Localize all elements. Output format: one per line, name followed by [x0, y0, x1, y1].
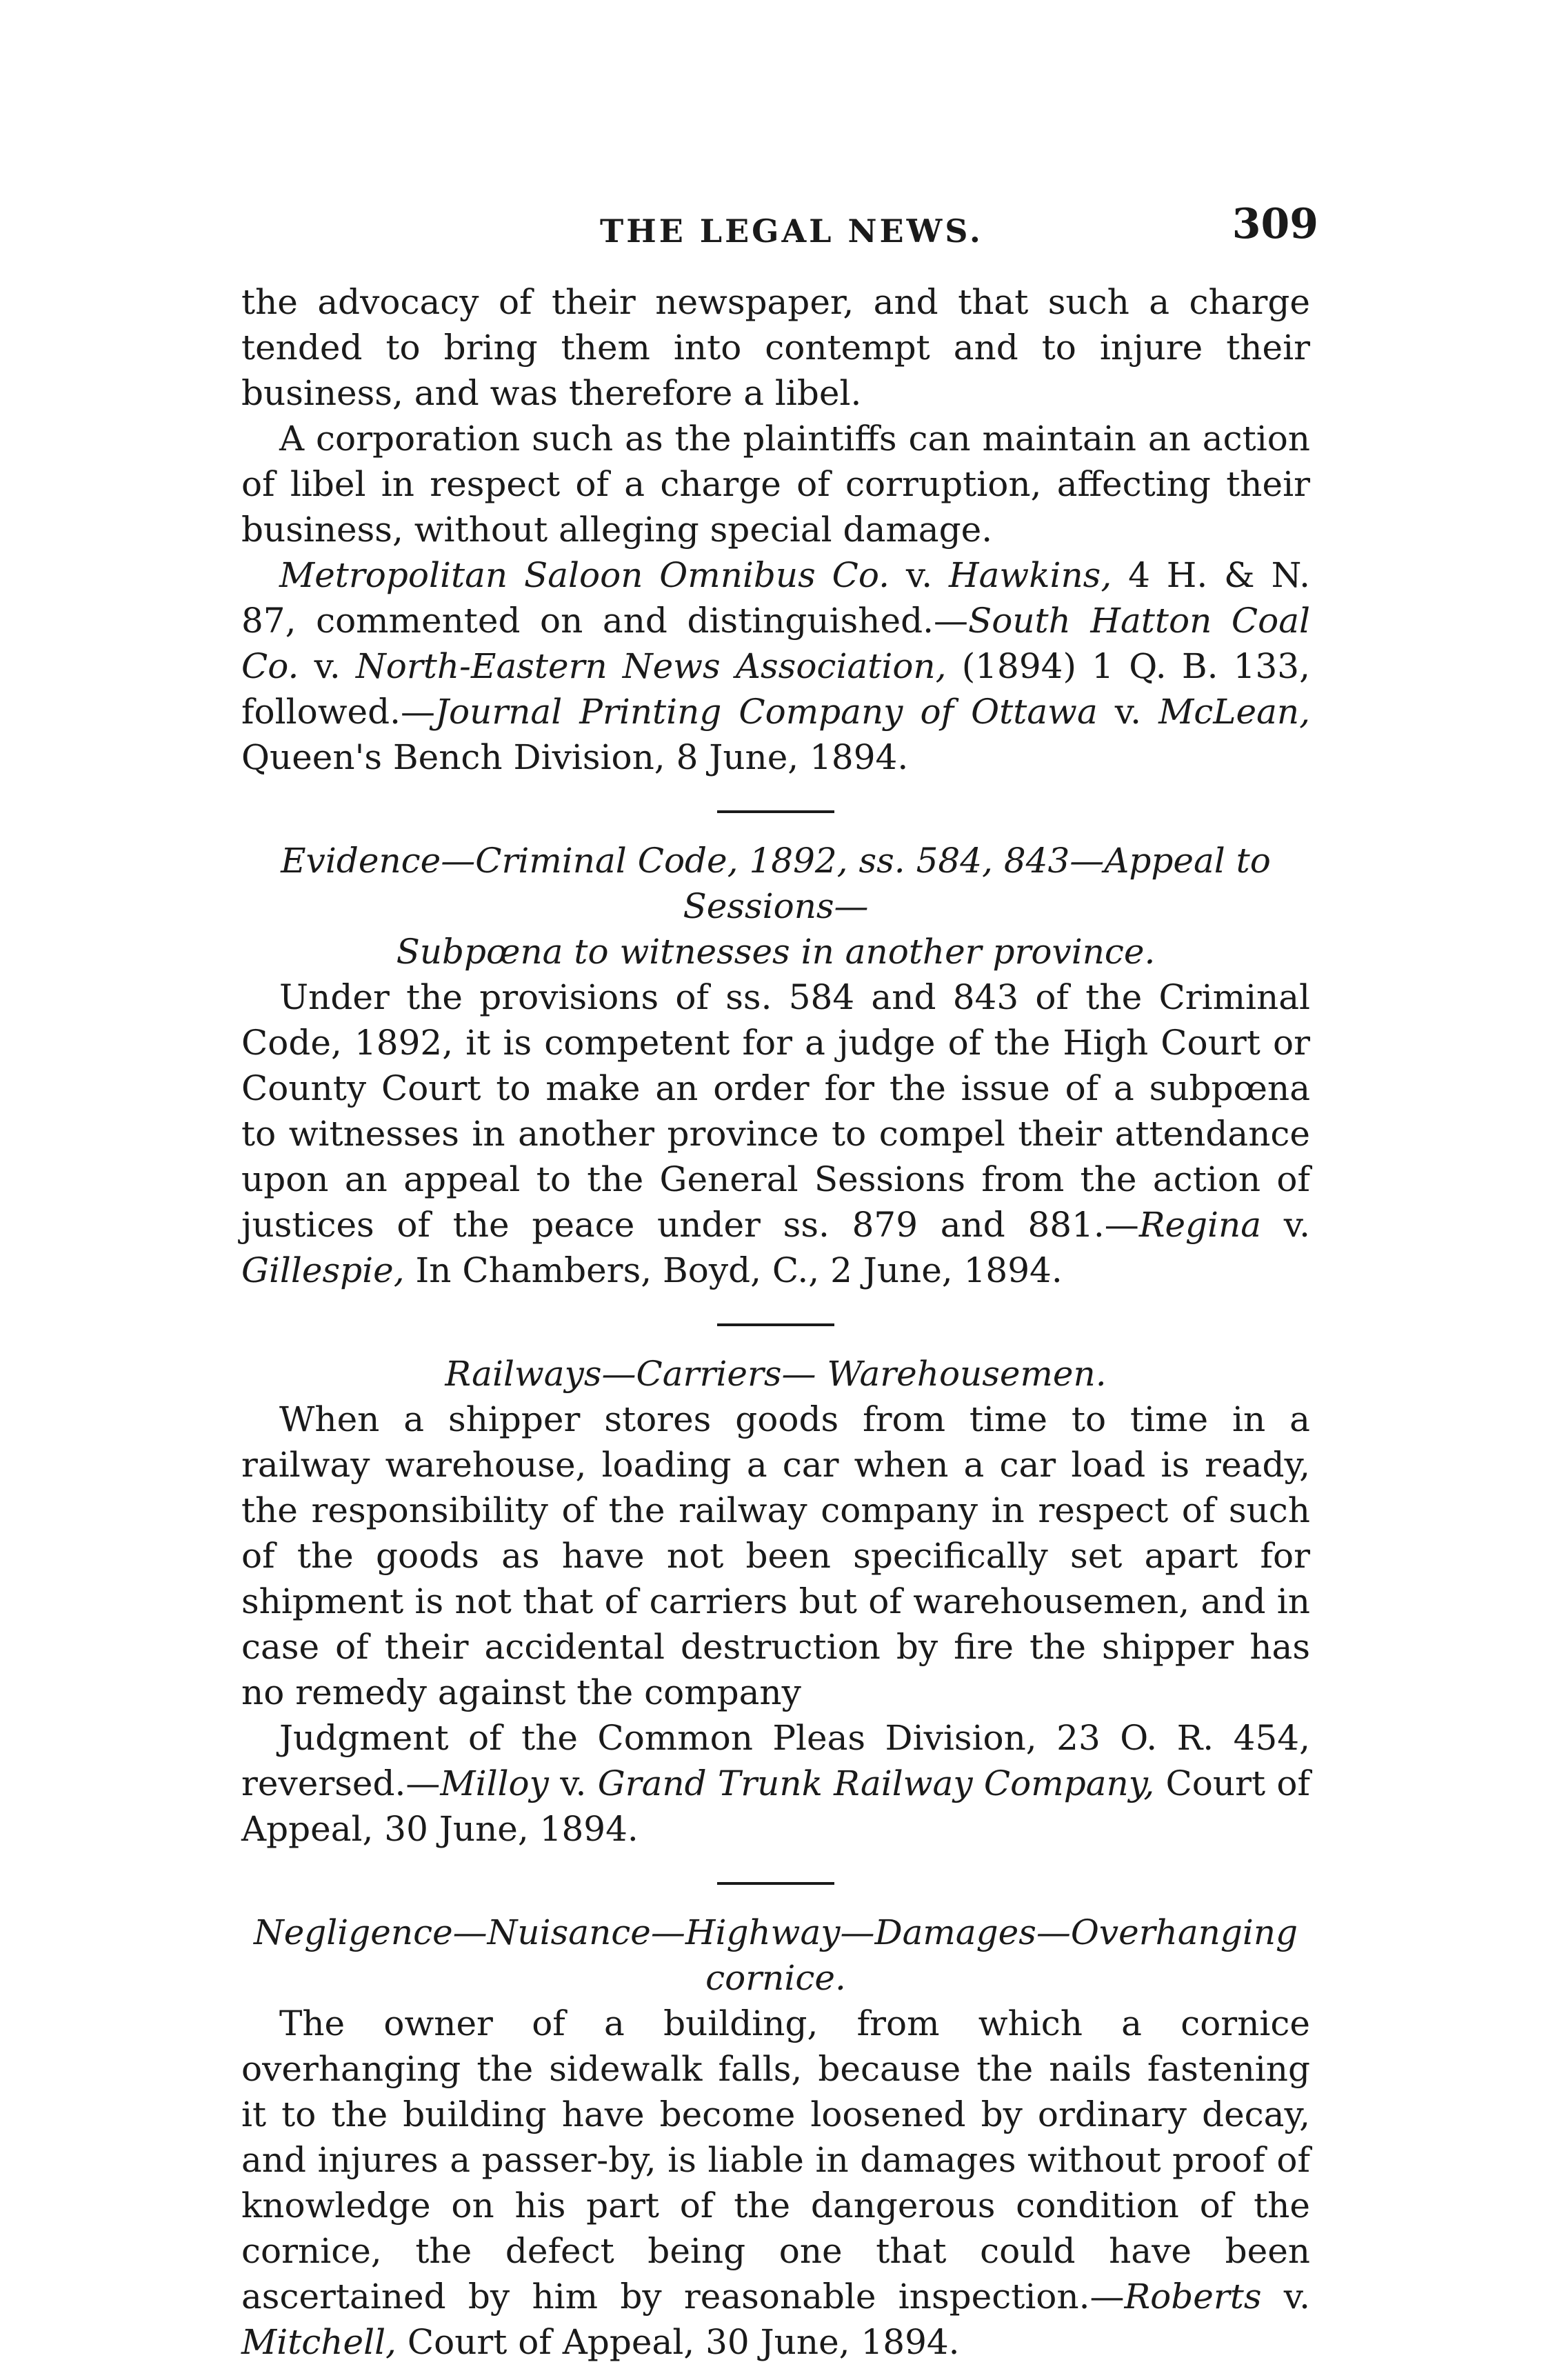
libel-citation-paragraph: [241, 552, 1310, 780]
evidence-title-line-1: [281, 841, 1271, 926]
negligence-body-paragraph: [241, 2001, 1310, 2365]
evidence-title-line-2: Subpœna to witnesses in another province.: [396, 932, 1156, 972]
text-run: (1894) 1 Q. B. 133, followed.—: [241, 646, 1310, 732]
italic-run: ss.: [858, 841, 905, 881]
page-number: 309: [1232, 200, 1318, 248]
text-run: v.: [1261, 2277, 1310, 2317]
section-divider: [717, 810, 834, 813]
italic-run: McLean,: [1158, 692, 1310, 732]
italic-run: Regina: [1138, 1205, 1262, 1245]
running-head: THE LEGAL NEWS.: [600, 212, 983, 250]
text-run: v.: [299, 646, 356, 686]
italic-run: Hawkins,: [948, 555, 1112, 595]
text-run: Judgment of the Common Pleas Division, 23 O. R. 454, reversed.—: [241, 1718, 1310, 1803]
section-divider: [717, 1882, 834, 1885]
section-divider: [717, 1323, 834, 1326]
evidence-body-paragraph: [241, 974, 1310, 1293]
libel-holding-paragraph: A corporation such as the plaintiffs can maintain an action of libel in respect of a charge of corruption, affecting their business, without alleging special damage.: [241, 419, 1310, 550]
italic-run: Grand Trunk Railway Company,: [597, 1763, 1155, 1803]
italic-run: Journal Printing Company of Ottawa: [434, 692, 1098, 732]
text-run: 4 H. & N. 87, commented on and distinguished.—: [241, 555, 1311, 641]
text-run: Queen's Bench Division, 8 June, 1894.: [241, 737, 909, 777]
page-body: [241, 279, 1310, 2365]
italic-run: South Hatton Coal Co.: [241, 601, 1310, 686]
text-run: v.: [548, 1763, 598, 1803]
italic-run: North-Eastern News Association,: [356, 646, 947, 686]
railways-holding-paragraph: When a shipper stores goods from time to time in a railway warehouse, loading a car when a car load is ready, the responsibility of the railway company in respect of such of the goods as have not been specifically set apart for shipment is not that of carriers but of warehousemen, and in case of their accidental destruction by fire the shipper has no remedy against the company: [241, 1399, 1310, 1712]
text-run: The owner of a building, from which a cornice overhanging the sidewalk falls, because the nails fastening it to the building have become loosened by ordinary decay, and injures a passer-by, is liable in damages without proof of knowledge on his part of the dangerous condition of the cornice, the defect being one that could have been ascertained by him by reasonable inspection.—: [241, 2003, 1310, 2317]
page-header: [248, 200, 1324, 262]
text-run: Court of Appeal, 30 June, 1894.: [241, 1763, 1310, 1849]
italic-run: Milloy: [440, 1763, 549, 1803]
italic-run: Roberts: [1124, 2277, 1262, 2317]
text-run: Under the provisions of ss. 584 and 843 of the Criminal Code, 1892, it is competent for a judge of the High Court or County Court to make an order for the issue of a subpœna to witnesses in another province to compel their attendance upon an appeal to the General Sessions from the action of justices of the peace under ss. 879 and 881.—: [241, 977, 1310, 1245]
text-run: v.: [1097, 692, 1159, 732]
text-run: In Chambers, Boyd, C., 2 June, 1894.: [404, 1250, 1063, 1290]
italic-run: Gillespie,: [241, 1250, 405, 1290]
text-run: Court of Appeal, 30 June, 1894.: [396, 2322, 960, 2362]
text-run: v.: [890, 555, 949, 595]
italic-run: Mitchell,: [241, 2322, 396, 2362]
italic-run: Metropolitan Saloon Omnibus Co.: [279, 555, 890, 595]
italic-run: Evidence—Criminal Code,: [281, 841, 739, 881]
text-run: 1892,: [738, 841, 859, 881]
text-run: v.: [1261, 1205, 1310, 1245]
negligence-section-title: Negligence—Nuisance—Highway—Damages—Overhanging cornice.: [253, 1912, 1298, 1998]
text-run: 584, 843—: [905, 841, 1105, 881]
railways-citation-paragraph: [241, 1715, 1310, 1852]
railways-section-title: Railways—Carriers— Warehousemen.: [445, 1354, 1107, 1394]
evidence-section-title: [241, 838, 1310, 974]
libel-continuation-paragraph: the advocacy of their newspaper, and that such a charge tended to bring them into contempt and to injure their business, and was therefore a libel.: [241, 282, 1310, 413]
italic-run: Appeal to Sessions—: [683, 841, 1271, 926]
